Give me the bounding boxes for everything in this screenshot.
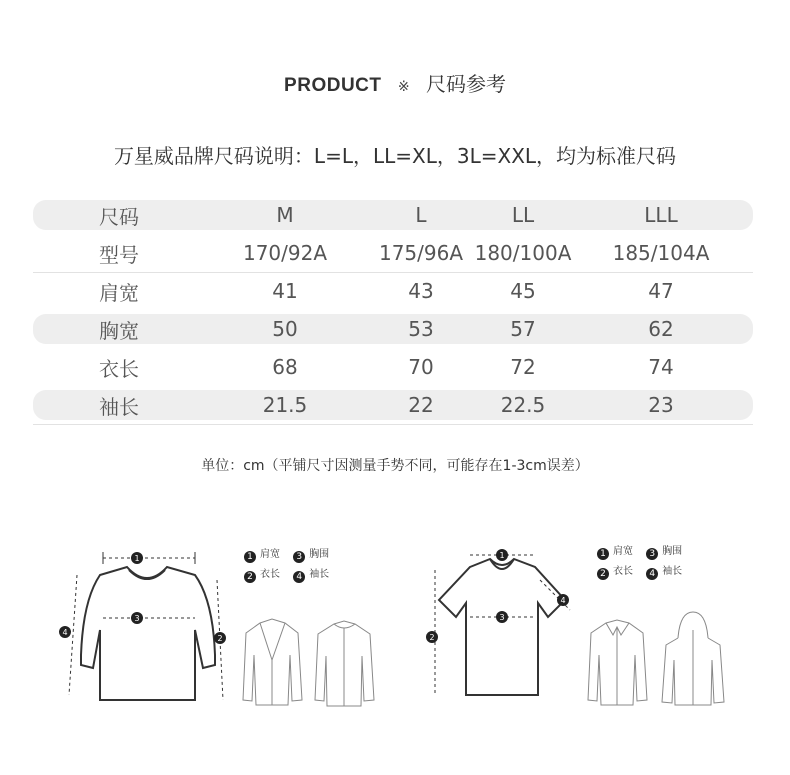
blazer-sketch-icon [240,615,305,710]
table-cell: L [415,203,427,227]
shirt-sketch-icon [585,615,650,710]
legend-label: 衣长 [613,566,633,577]
legend-label: 衣长 [260,569,280,580]
table-cell: LLL [644,203,678,227]
legend-left [244,545,339,585]
table-cell: 23 [648,393,674,417]
jacket-sketch-icon [312,618,377,710]
legend-label: 胸围 [662,546,683,557]
callout-number: 3 [134,614,140,623]
row-label: 胸宽 [99,318,139,343]
legend-number: 2 [244,571,256,583]
table-cell: 47 [648,279,674,303]
legend-label: 袖长 [309,569,330,580]
table-row [33,200,753,230]
legend-number: 1 [244,551,256,563]
hoodie-sketch-icon [658,610,728,710]
size-note: 万星威品牌尺码说明：L=L，LL=XL，3L=XXL，均为标准尺码 [113,144,677,168]
legend-number: 2 [597,568,609,580]
table-cell: 74 [648,355,674,379]
page-title: 尺码参考 [425,72,506,96]
sweatshirt-diagram [55,540,235,710]
page-header [0,68,790,97]
row-label: 型号 [99,242,139,267]
legend-right [597,542,692,582]
table-cell: M [276,203,294,227]
table-cell: 45 [510,279,536,303]
table-cell: 72 [510,355,536,379]
table-row [33,314,753,344]
callout-number: 3 [499,613,505,622]
table-cell: 180/100A [474,241,572,265]
table-row [33,238,753,268]
table-cell: 53 [408,317,434,341]
table-cell: 22 [408,393,434,417]
table-cell: 68 [272,355,298,379]
row-label: 袖长 [99,394,139,419]
legend-label: 袖长 [662,566,683,577]
unit-note: 单位：cm（平铺尺寸因测量手势不同，可能存在1-3cm误差） [201,458,589,474]
table-row [33,390,753,420]
legend-number: 4 [646,568,658,580]
legend-number: 1 [597,548,609,560]
table-cell: 62 [648,317,674,341]
table-cell: 185/104A [612,241,710,265]
legend-number: 3 [293,551,305,563]
table-cell: 22.5 [500,393,546,417]
row-label: 尺码 [99,204,139,229]
table-cell: 170/92A [242,241,328,265]
table-cell: 21.5 [262,393,308,417]
callout-number: 1 [499,551,505,560]
separator-icon: ※ [397,79,410,95]
brand-label: PRODUCT [284,75,382,96]
row-label: 衣长 [99,356,139,381]
callout-number: 2 [429,633,435,642]
table-cell: 41 [272,279,298,303]
size-table [33,200,753,428]
table-row [33,352,753,382]
callout-number: 2 [217,634,223,643]
legend-label: 肩宽 [260,549,280,560]
legend-number: 3 [646,548,658,560]
legend-label: 胸围 [309,549,330,560]
table-cell: 43 [408,279,434,303]
table-cell: 57 [510,317,536,341]
table-cell: 50 [272,317,298,341]
table-cell: LL [511,203,535,227]
table-cell: 175/96A [378,241,464,265]
callout-number: 4 [62,628,68,637]
callout-number: 1 [134,554,140,563]
tshirt-diagram [420,545,585,705]
table-row [33,276,753,306]
table-cell: 70 [408,355,434,379]
callout-number: 4 [560,596,566,605]
legend-number: 4 [293,571,305,583]
legend-label: 肩宽 [613,546,633,557]
row-label: 肩宽 [99,280,139,305]
